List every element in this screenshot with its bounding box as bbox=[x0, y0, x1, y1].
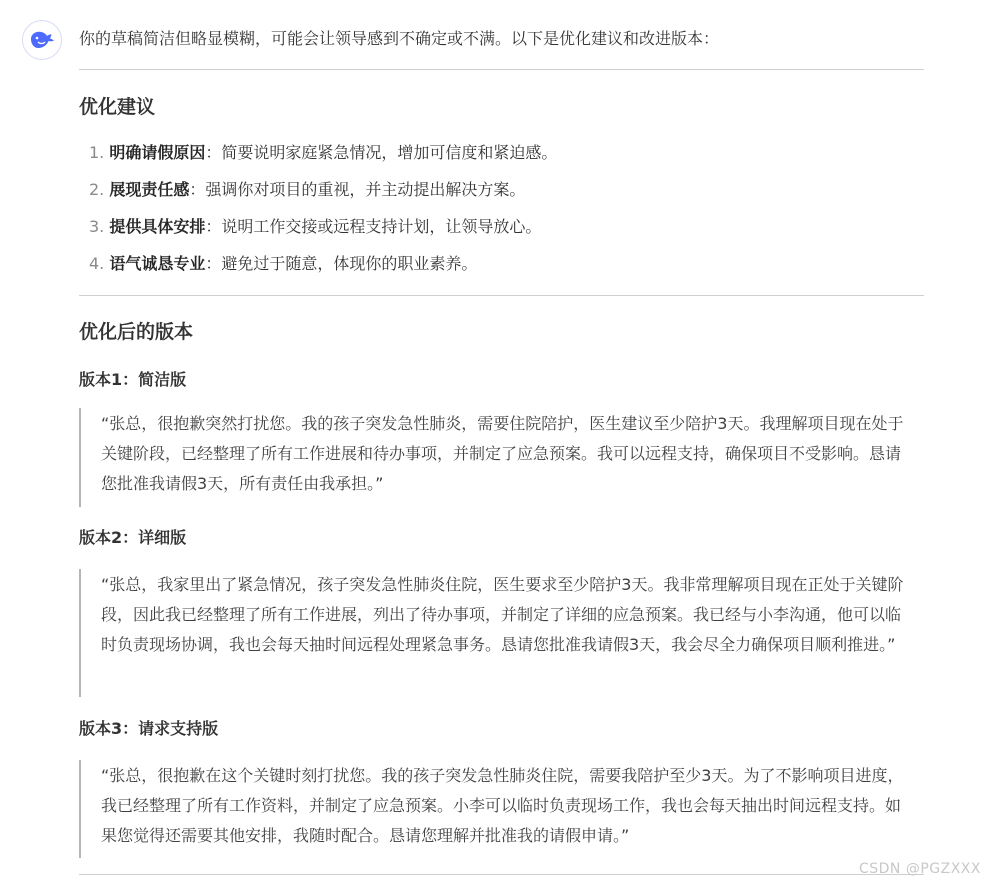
list-item-text: ：强调你对项目的重视，并主动提出解决方案。 bbox=[189, 180, 526, 199]
list-number: 2. bbox=[89, 180, 105, 199]
version-3-title: 版本3：请求支持版 bbox=[79, 719, 219, 738]
list-item-title: 明确请假原因 bbox=[109, 143, 206, 162]
list-item-text: ：简要说明家庭紧急情况，增加可信度和紧迫感。 bbox=[205, 143, 558, 162]
version-3-quote bbox=[79, 760, 924, 858]
list-item bbox=[89, 141, 557, 178]
list-number: 3. bbox=[89, 217, 105, 236]
suggestions-list bbox=[89, 141, 557, 289]
divider bbox=[79, 69, 924, 70]
divider bbox=[79, 295, 924, 296]
watermark: CSDN @PGZXXX bbox=[858, 861, 981, 877]
list-number: 1. bbox=[89, 143, 105, 162]
version-1-quote bbox=[79, 408, 924, 507]
assistant-avatar bbox=[22, 20, 62, 60]
list-item bbox=[89, 215, 557, 252]
list-item bbox=[89, 252, 557, 289]
version-1-text: “张总，很抱歉突然打扰您。我的孩子突发急性肺炎，需要住院陪护，医生建议至少陪护3天。我理解项目现在处于关键阶段，已经整理了所有工作进展和待办事项，并制定了应急预案。我可以远程支持，确保项目不受影响。恳请您批准我请假3天，所有责任由我承担。” bbox=[101, 414, 904, 493]
version-1-title: 版本1：简洁版 bbox=[79, 370, 187, 389]
intro-text: 你的草稿简洁但略显模糊，可能会让领导感到不确定或不满。以下是优化建议和改进版本： bbox=[79, 29, 720, 48]
suggestions-heading: 优化建议 bbox=[79, 96, 156, 118]
list-number: 4. bbox=[89, 254, 105, 273]
list-item-text: ：避免过于随意，体现你的职业素养。 bbox=[205, 254, 478, 273]
list-item-title: 语气诚恳专业 bbox=[109, 254, 206, 273]
list-item-title: 提供具体安排 bbox=[109, 217, 206, 236]
version-2-title: 版本2：详细版 bbox=[79, 528, 187, 547]
list-item-text: ：说明工作交接或远程支持计划，让领导放心。 bbox=[205, 217, 542, 236]
divider bbox=[79, 874, 924, 875]
list-item-title: 展现责任感 bbox=[109, 180, 190, 199]
version-2-quote bbox=[79, 569, 924, 697]
version-2-text: “张总，我家里出了紧急情况，孩子突发急性肺炎住院，医生要求至少陪护3天。我非常理解项目现在正处于关键阶段，因此我已经整理了所有工作进展，列出了待办事项，并制定了详细的应急预案。我已经与小李沟通，他可以临时负责现场协调，我也会每天抽时间远程处理紧急事务。恳请您批准我请假3天，我会尽全力确保项目顺利推进。” bbox=[101, 575, 904, 654]
list-item bbox=[89, 178, 557, 215]
version-3-text: “张总，很抱歉在这个关键时刻打扰您。我的孩子突发急性肺炎住院，需要我陪护至少3天。为了不影响项目进度，我已经整理了所有工作资料，并制定了应急预案。小李可以临时负责现场工作，我也会每天抽出时间远程支持。如果您觉得还需要其他安排，我随时配合。恳请您理解并批准我的请假申请。” bbox=[101, 766, 904, 845]
versions-heading: 优化后的版本 bbox=[79, 321, 194, 343]
whale-icon bbox=[29, 30, 55, 50]
